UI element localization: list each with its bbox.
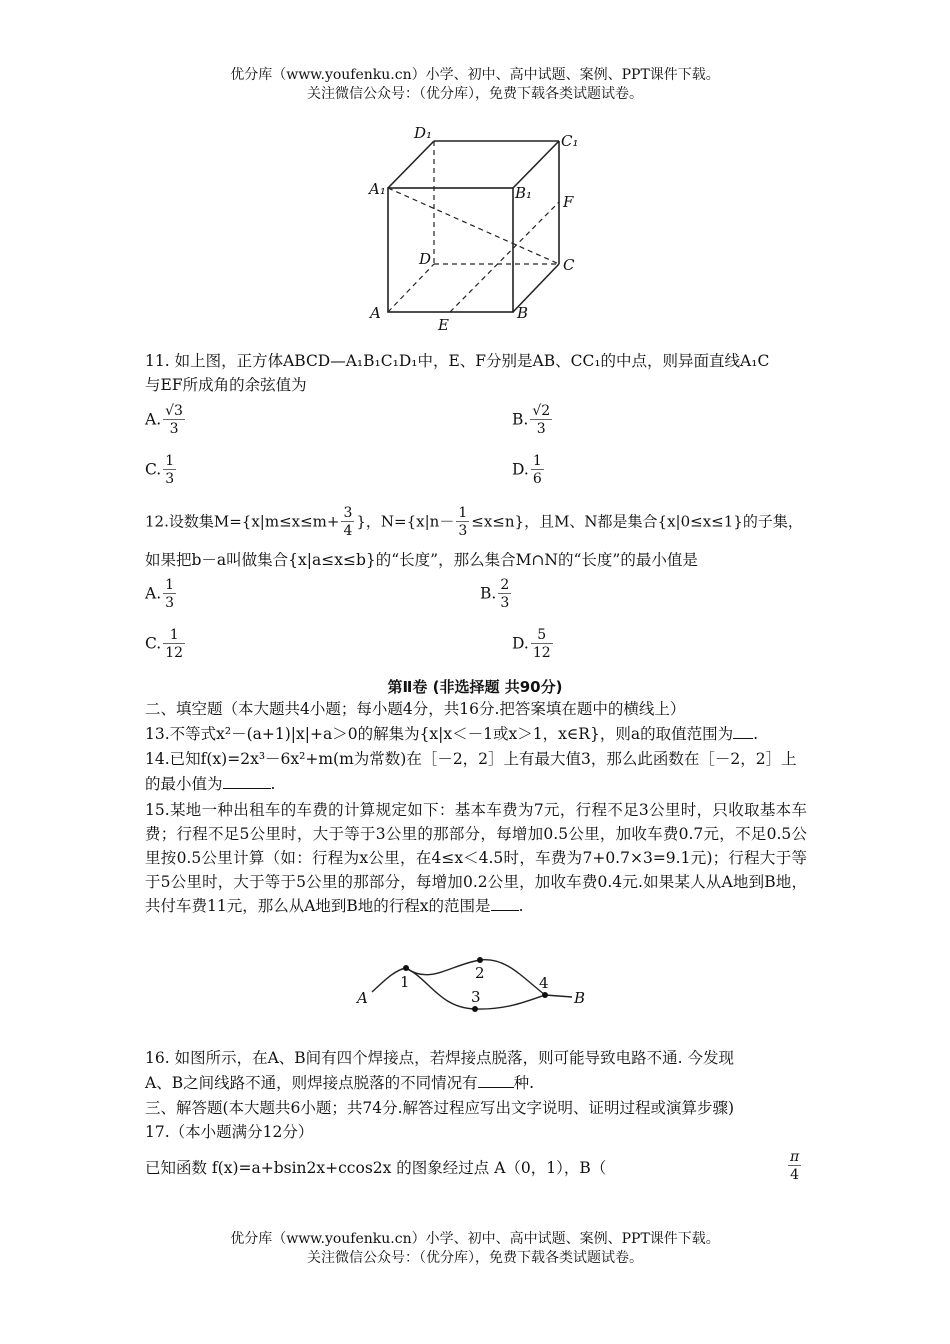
q11-line2: 与EF所成角的余弦值为 <box>145 376 307 394</box>
answer-blank[interactable] <box>491 894 519 911</box>
option-label: D. <box>512 460 529 479</box>
q17-heading: 17.（本小题满分12分） <box>145 1123 314 1141</box>
q14-line2: 的最小值为 . <box>145 772 275 795</box>
q14-line1: 14.已知f(x)=2x³－6x²+m(m为常数)在［－2，2］上有最大值3，那么此函数在［－2，2］上 <box>145 750 797 768</box>
circuit-label-2: 2 <box>475 964 485 982</box>
q12-line1: 12.设数集M={x|m≤x≤m+ $\frac{3}{4}$ }，N={x|n－ $\frac{1}{3}$ ≤x≤n}，且M、N都是集合{x|0≤x≤1}的子集， <box>145 505 803 539</box>
q17-fraction: $\frac{\pi}{4}$ <box>790 1149 800 1183</box>
page-footer-line2: 关注微信公众号：（优分库），免费下载各类试题试卷。 <box>307 1250 643 1266</box>
answer-blank[interactable] <box>223 772 271 789</box>
solve-intro: 三、解答题(本大题共6小题；共74分.解答过程应写出文字说明、证明过程或演算步骤) <box>145 1099 735 1117</box>
answer-blank[interactable] <box>733 722 753 739</box>
q12-option-d: D. $\frac{5}{12}$ <box>512 627 551 661</box>
section2-title: 第Ⅱ卷 (非选择题 共90分) <box>387 678 563 696</box>
cube-label-d: D <box>419 250 432 268</box>
fraction: $\frac{√2}{3}$ <box>532 403 551 437</box>
fill-in-intro: 二、填空题（本大题共4小题；每小题4分，共16分.把答案填在题中的横线上） <box>145 700 686 718</box>
q16-line1: 16. 如图所示，在A、B间有四个焊接点，若焊接点脱落，则可能导致电路不通. 今发现 <box>145 1049 735 1067</box>
page-header-line1: 优分库（www.youfenku.cn）小学、初中、高中试题、案例、PPT课件下载。 <box>230 67 720 83</box>
q12-option-b: B. $\frac{2}{3}$ <box>480 577 510 611</box>
page-footer-line1: 优分库（www.youfenku.cn）小学、初中、高中试题、案例、PPT课件下载。 <box>230 1231 720 1247</box>
q11-option-c <box>145 454 178 487</box>
circuit-figure <box>350 945 600 1020</box>
q17-text: 已知函数 f(x)=a+bsin2x+ccos2x 的图象经过点 A（0，1），B（ <box>145 1159 607 1177</box>
q13: 13.不等式x²－(a+1)|x|+a＞0的解集为{x|x＜－1或x＞1，x∈R}，则a的取值范围为 . <box>145 722 758 745</box>
fraction: $\frac{1}{6}$ <box>532 453 542 487</box>
circuit-label-3: 3 <box>471 988 481 1006</box>
q12-option-a: A. $\frac{1}{3}$ <box>145 577 175 611</box>
cube-label-f: F <box>563 193 574 211</box>
q12-line2: 如果把b－a叫做集合{x|a≤x≤b}的“长度”，那么集合M∩N的“长度”的最小值是 <box>145 551 698 569</box>
fraction: $\frac{1}{3}$ <box>165 453 175 487</box>
option-label: C. <box>145 460 162 479</box>
circuit-label-1: 1 <box>400 973 410 991</box>
cube-label-d1: D₁ <box>414 124 433 142</box>
option-label: B. <box>512 410 529 429</box>
q11-option-d <box>512 454 546 487</box>
page-header-line2: 关注微信公众号：（优分库），免费下载各类试题试卷。 <box>307 86 643 102</box>
cube-label-c: C <box>563 256 575 274</box>
cube-label-a1: A₁ <box>369 180 386 198</box>
cube-label-b: B <box>517 304 529 322</box>
answer-blank[interactable] <box>478 1071 514 1088</box>
circuit-label-a: A <box>357 989 368 1007</box>
cube-label-e: E <box>438 316 449 334</box>
q11-option-a <box>145 404 187 437</box>
q11-option-b <box>512 404 554 437</box>
q16-line2: A、B之间线路不通，则焊接点脱落的不同情况有 种. <box>145 1071 534 1094</box>
circuit-label-4: 4 <box>539 974 549 992</box>
q12-option-c: C. $\frac{1}{12}$ <box>145 627 184 661</box>
cube-label-c1: C₁ <box>561 132 579 150</box>
q11-line1: 11. 如上图，正方体ABCD—A₁B₁C₁D₁中，E、F分别是AB、CC₁的中点，则异面直线A₁C <box>145 352 770 370</box>
cube-label-a: A <box>370 304 381 322</box>
circuit-label-b: B <box>574 989 586 1007</box>
option-label: A. <box>145 410 162 429</box>
cube-label-b1: B₁ <box>515 184 533 202</box>
cube-figure <box>355 120 595 335</box>
fraction: $\frac{√3}{3}$ <box>165 403 183 437</box>
q15: 15.某地一种出租车的车费的计算规定如下：基本车费为7元，行程不足3公里时，只收取基本车费；行程不足5公里时，大于等于3公里的那部分，每增加0.5公里，加收车费0.7元，不足0.5公里按0.5公里计算（如：行程为x公里，在4≤x＜4.5时，车费为7+0.7×3=9.1元)；行程大于等于5公里时，大于等于5公里的那部分，每增加0.2公里，加收车费0.4元.如果某人从A地到B地，共付车费11元，那么从A地到B地的行程x的范围是 . <box>145 801 807 915</box>
